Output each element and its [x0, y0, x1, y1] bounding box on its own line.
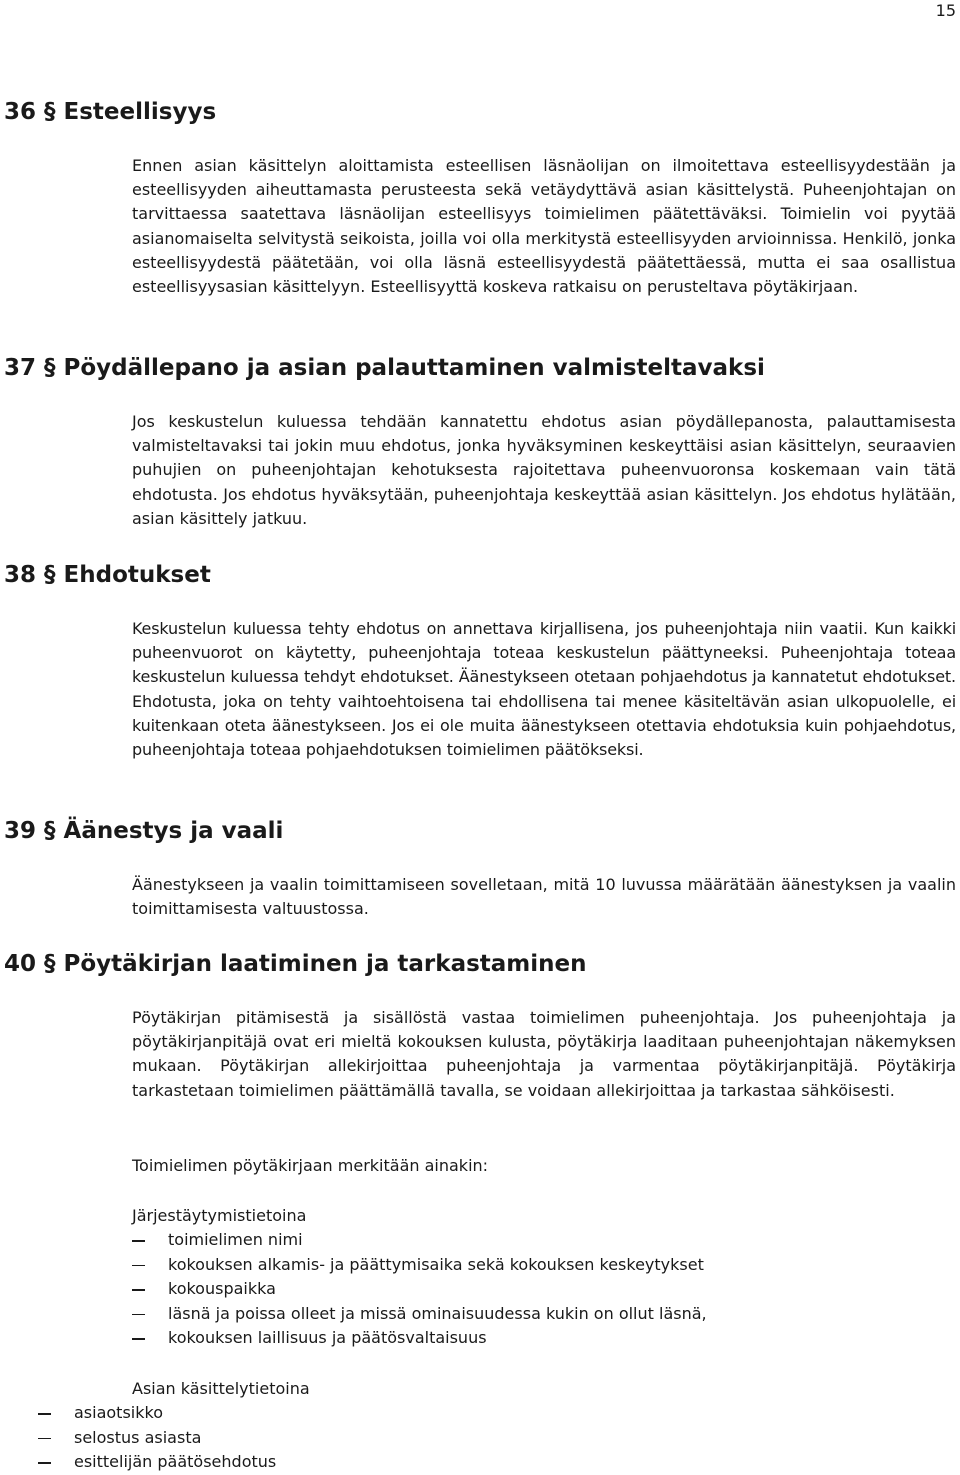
dash-bullet-icon	[132, 1265, 145, 1267]
dash-bullet-icon	[132, 1314, 145, 1316]
section-heading-36: 36 § Esteellisyys	[4, 99, 217, 125]
section-heading-38: 38 § Ehdotukset	[4, 562, 211, 588]
dash-bullet-icon	[132, 1338, 145, 1340]
section-40-list-intro: Toimielimen pöytäkirjaan merkitään ainakin:	[132, 1156, 489, 1175]
section-38-paragraph: Keskustelun kuluessa tehty ehdotus on annettava kirjallisena, jos puheenjohtaja niin vaatii. Kun kaikki puheenvuorot on käytetty, puheenjohtaja toteaa keskustelun päättyneeksi. Puheenjohtaja toteaa keskustelun kuluessa tehdyt ehdotukset. Äänestykseen otetaan pohjaehdotus ja kannatetut ehdotukset. Ehdotusta, joka on tehty vaihtoehtoisena tai ehdollisena tai menee käsiteltävän asian ulkopuolelle, ei kuitenkaan oteta äänestykseen. Jos ei ole muita äänestykseen otettavia ehdotuksia kuin pohjaehdotus, puheenjohtaja toteaa pohjaehdotuksen toimielimen päätökseksi.	[132, 619, 956, 760]
list-item: läsnä ja poissa olleet ja missä ominaisuudessa kukin on ollut läsnä,	[132, 1302, 707, 1327]
list-title-case-handling: Asian käsittelytietoina	[132, 1379, 310, 1398]
list-item: asiaotsikko	[38, 1401, 276, 1426]
list-item: selostus asiasta	[38, 1426, 276, 1451]
dash-bullet-icon	[132, 1289, 145, 1291]
dash-bullet-icon	[38, 1438, 51, 1440]
list-item: esittelijän päätösehdotus	[38, 1450, 276, 1475]
section-39-paragraph: Äänestykseen ja vaalin toimittamiseen sovelletaan, mitä 10 luvussa määrätään äänestyksen ja vaalin toimittamisesta valtuustossa.	[132, 875, 956, 919]
case-handling-info-list	[38, 1401, 276, 1475]
section-heading-40: 40 § Pöytäkirjan laatiminen ja tarkastaminen	[4, 951, 587, 977]
section-40-paragraph: Pöytäkirjan pitämisestä ja sisällöstä vastaa toimielimen puheenjohtaja. Jos puheenjohtaja ja pöytäkirjanpitäjä ovat eri mieltä kokouksen kulusta, pöytäkirja laaditaan puheenjohtajan näkemyksen mukaan. Pöytäkirjan allekirjoittaa puheenjohtaja ja varmentaa pöytäkirjanpitäjä. Pöytäkirja tarkastetaan toimielimen päättämällä tavalla, se voidaan allekirjoittaa ja tarkastaa sähköisesti.	[132, 1008, 956, 1100]
list-item: kokouksen alkamis- ja päättymisaika sekä kokouksen keskeytykset	[132, 1253, 707, 1278]
list-item: kokouksen laillisuus ja päätösvaltaisuus	[132, 1326, 707, 1351]
section-36-paragraph: Ennen asian käsittelyn aloittamista esteellisen läsnäolijan on ilmoitettava esteellisyydestään ja esteellisyyden aiheuttamasta perusteesta sekä vetäydyttävä asian käsittelystä. Puheenjohtajan on tarvittaessa saatettava läsnäolijan esteellisyys toimielimen päätettäväksi. Toimielin voi pyytää asianomaiselta selvitystä seikoista, joilla voi olla merkitystä esteellisyyden arvioinnissa. Henkilö, jonka esteellisyydestä päätetään, voi olla läsnä esteellisyydestä päätettäessä, mutta ei saa osallistua esteellisyysasian käsittelyyn. Esteellisyyttä koskeva ratkaisu on perusteltava pöytäkirjaan.	[132, 156, 956, 297]
list-item: kokouspaikka	[132, 1277, 707, 1302]
dash-bullet-icon	[38, 1462, 51, 1464]
dash-bullet-icon	[132, 1240, 145, 1242]
dash-bullet-icon	[38, 1413, 51, 1415]
section-heading-37: 37 § Pöydällepano ja asian palauttaminen valmisteltavaksi	[4, 355, 765, 381]
section-37-paragraph: Jos keskustelun kuluessa tehdään kannatettu ehdotus asian pöydällepanosta, palauttamisesta valmisteltavaksi tai jokin muu ehdotus, jonka hyväksyminen keskeyttäisi asian käsittelyn, seuraavien puhujien on puheenjohtajan kehotuksesta rajoitettava puheenvuoronsa koskemaan vain tätä ehdotusta. Jos ehdotus hyväksytään, puheenjohtaja keskeyttää asian käsittelyn. Jos ehdotus hylätään, asian käsittely jatkuu.	[132, 412, 956, 528]
section-heading-39: 39 § Äänestys ja vaali	[4, 818, 284, 844]
page-number: 15	[935, 1, 956, 20]
organization-info-list	[132, 1228, 707, 1351]
list-title-organization: Järjestäytymistietoina	[132, 1206, 307, 1225]
list-item: toimielimen nimi	[132, 1228, 707, 1253]
